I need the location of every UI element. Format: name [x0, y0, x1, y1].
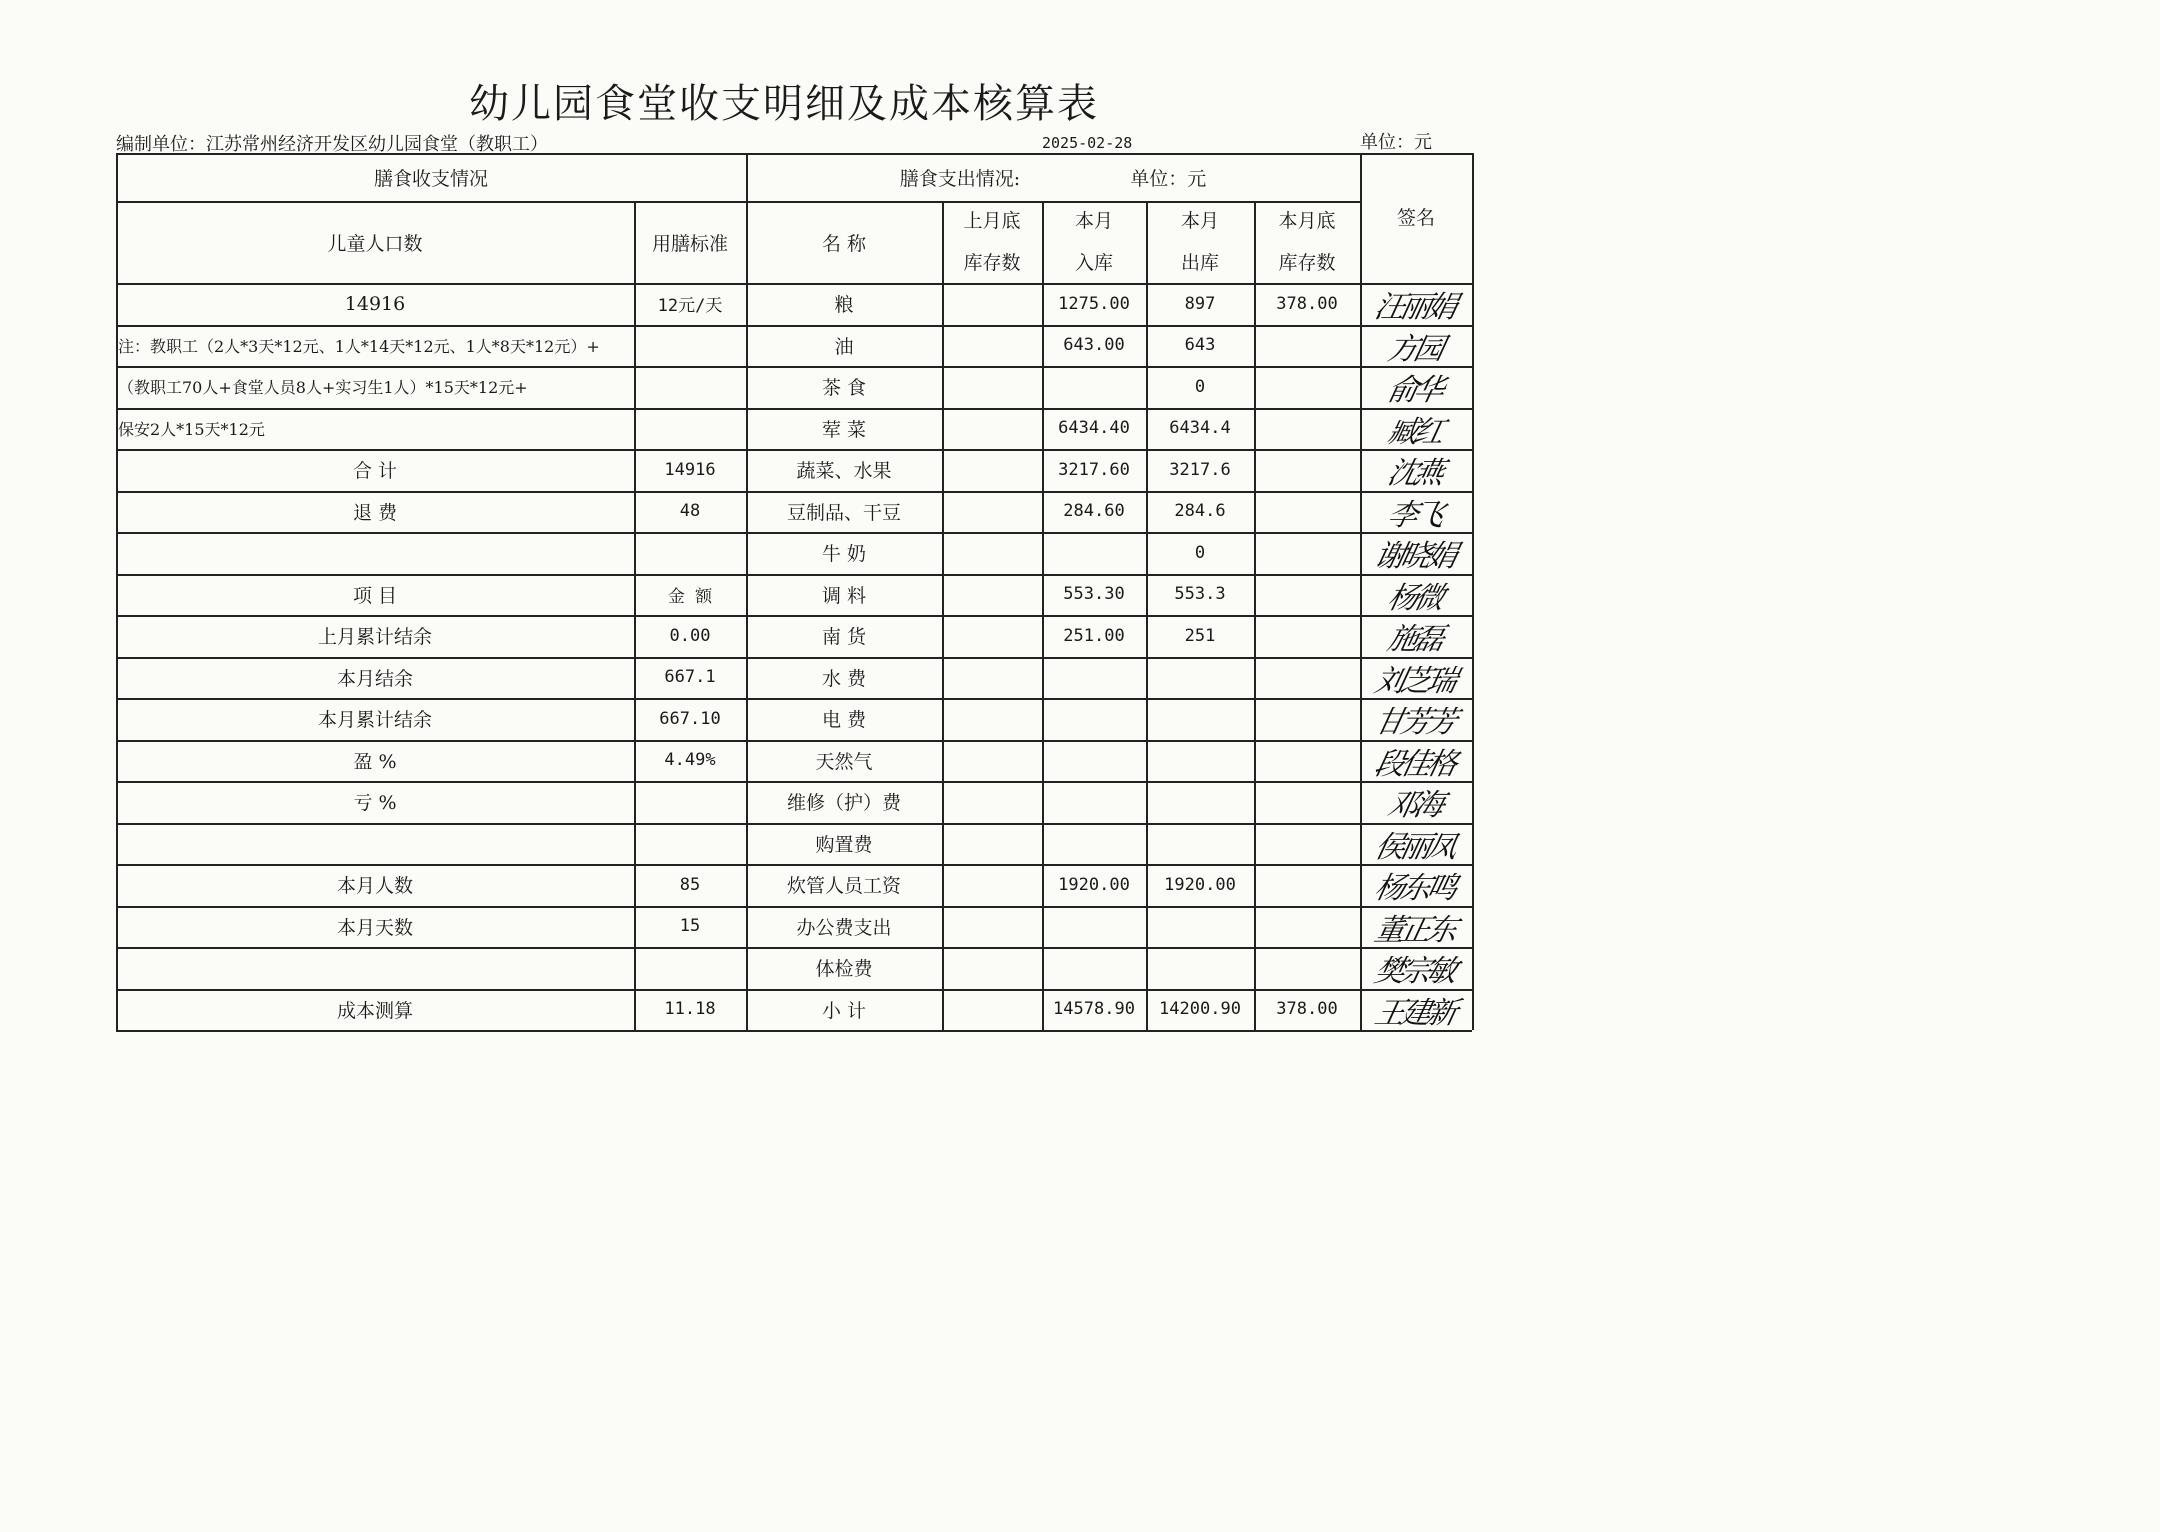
expense-prev-stock	[942, 615, 1042, 657]
expense-out-stock	[1146, 740, 1254, 782]
income-row-label: 亏 %	[353, 792, 397, 815]
expense-prev-stock	[942, 657, 1042, 699]
income-row-value	[634, 947, 746, 989]
expense-out-stock: 251	[1184, 625, 1216, 646]
expense-out-stock: 14200.90	[1159, 999, 1241, 1020]
expense-item-name: 电 费	[821, 709, 867, 732]
expense-item-name: 荤 菜	[821, 418, 867, 441]
income-row-label: （教职工70人+食堂人员8人+实习生1人）*15天*12元+	[118, 378, 528, 398]
expense-in-stock: 1920.00	[1058, 874, 1130, 895]
table-rule	[116, 906, 1472, 908]
income-row-value	[634, 366, 746, 408]
prev-stock-header	[942, 201, 1042, 283]
table-rule	[1146, 201, 1148, 1030]
expense-end-stock	[1254, 615, 1360, 657]
children-count-header: 儿童人口数	[327, 232, 423, 255]
expense-item-name: 体检费	[815, 958, 873, 981]
expense-item-name: 水 费	[821, 667, 867, 690]
expense-item-name: 天然气	[815, 750, 873, 773]
expense-in-stock	[1042, 947, 1146, 989]
expense-out-stock	[1146, 823, 1254, 865]
expense-out-stock	[1146, 698, 1254, 740]
income-row-label	[116, 947, 634, 989]
expense-out-stock: 284.6	[1174, 501, 1226, 522]
income-row-label: 14916	[344, 292, 406, 315]
end-stock-header-line2: 库存数	[1278, 252, 1336, 274]
expense-end-stock	[1254, 657, 1360, 699]
expense-prev-stock	[942, 574, 1042, 616]
prev-stock-header-line2: 库存数	[963, 252, 1021, 274]
income-row-value: 15	[679, 916, 701, 937]
table-rule	[116, 283, 1472, 285]
expense-prev-stock	[942, 408, 1042, 450]
table-rule	[1472, 153, 1474, 1030]
handwritten-signature: 王建新	[1371, 995, 1457, 1031]
table-rule	[116, 781, 1472, 783]
expense-prev-stock	[942, 989, 1042, 1031]
expense-out-stock	[1146, 781, 1254, 823]
handwritten-signature: 段佳格	[1371, 746, 1457, 782]
expense-in-stock	[1042, 781, 1146, 823]
expense-section-header	[746, 153, 1360, 201]
expense-in-stock: 553.30	[1063, 584, 1125, 605]
income-row-label: 本月天数	[336, 916, 413, 939]
expense-end-stock	[1254, 491, 1360, 533]
expense-in-stock: 6434.40	[1058, 418, 1130, 439]
table-rule	[634, 201, 636, 1030]
handwritten-signature: 谢晓娟	[1371, 538, 1457, 574]
in-stock-header-line1: 本月	[1074, 210, 1113, 232]
in-stock-header	[1042, 201, 1146, 283]
income-row-label	[116, 532, 634, 574]
expense-in-stock	[1042, 657, 1146, 699]
expense-end-stock	[1254, 781, 1360, 823]
handwritten-signature: 刘芝瑞	[1371, 663, 1457, 699]
income-row-label: 合 计	[352, 460, 398, 483]
expense-out-stock: 0	[1194, 376, 1206, 397]
income-row-value: 85	[679, 874, 701, 895]
expense-prev-stock	[942, 283, 1042, 325]
expense-in-stock: 251.00	[1063, 625, 1125, 646]
expense-item-name: 炊管人员工资	[786, 875, 901, 898]
income-row-label: 保安2人*15天*12元	[118, 419, 265, 439]
end-stock-header-line1: 本月底	[1278, 210, 1336, 232]
table-rule	[942, 201, 944, 1030]
table-rule	[116, 947, 1472, 949]
income-row-value	[634, 781, 746, 823]
table-rule	[116, 823, 1472, 825]
income-row-label: 盈 %	[353, 750, 397, 773]
expense-section-unit: 单位：元	[1130, 167, 1207, 190]
income-row-value: 金 额	[667, 586, 713, 607]
expense-out-stock	[1146, 657, 1254, 699]
table-rule	[116, 153, 118, 1030]
end-stock-header	[1254, 201, 1360, 283]
handwritten-signature: 樊宗敏	[1371, 953, 1457, 989]
expense-end-stock	[1254, 947, 1360, 989]
income-row-value: 11.18	[664, 999, 716, 1020]
table-rule	[116, 532, 1472, 534]
expense-end-stock: 378.00	[1276, 293, 1338, 314]
income-row-label: 注：教职工（2人*3天*12元、1人*14天*12元、1人*8天*12元）+	[118, 336, 600, 356]
income-row-label: 退 费	[352, 501, 398, 524]
table-rule	[1254, 201, 1256, 1030]
handwritten-signature: 汪丽娟	[1371, 289, 1457, 325]
compiling-unit: 编制单位：江苏常州经济开发区幼儿园食堂（教职工）	[116, 134, 548, 155]
income-row-value: 667.10	[659, 708, 721, 729]
expense-item-name: 办公费支出	[796, 916, 892, 939]
expense-out-stock	[1146, 947, 1254, 989]
expense-prev-stock	[942, 698, 1042, 740]
table-rule	[116, 698, 1472, 700]
table-rule	[116, 449, 1472, 451]
expense-end-stock	[1254, 740, 1360, 782]
expense-item-name: 维修（护）费	[786, 792, 901, 815]
table-rule	[116, 740, 1472, 742]
expense-in-stock	[1042, 906, 1146, 948]
expense-end-stock	[1254, 823, 1360, 865]
table-rule	[116, 989, 1472, 991]
expense-in-stock: 284.60	[1063, 501, 1125, 522]
handwritten-signature: 侯丽凤	[1371, 829, 1457, 865]
handwritten-signature: 方园	[1384, 331, 1444, 367]
income-row-label: 成本测算	[336, 999, 413, 1022]
expense-item-name: 茶 食	[821, 377, 867, 400]
expense-item-name: 蔬菜、水果	[796, 460, 892, 483]
table-rule	[116, 325, 1472, 327]
income-row-value	[634, 325, 746, 367]
prev-stock-header-line1: 上月底	[963, 210, 1021, 232]
expense-prev-stock	[942, 906, 1042, 948]
expense-out-stock: 3217.6	[1169, 459, 1231, 480]
expense-out-stock: 553.3	[1174, 584, 1226, 605]
income-row-label: 本月结余	[336, 667, 413, 690]
table-rule	[1360, 153, 1362, 1030]
handwritten-signature: 杨东鸣	[1371, 870, 1457, 906]
expense-item-name: 购置费	[815, 833, 873, 856]
table-rule	[116, 615, 1472, 617]
expense-end-stock: 378.00	[1276, 999, 1338, 1020]
handwritten-signature: 邓海	[1384, 787, 1444, 823]
handwritten-signature: 杨微	[1384, 580, 1444, 616]
out-stock-header-line2: 出库	[1180, 252, 1219, 274]
expense-end-stock	[1254, 532, 1360, 574]
expense-in-stock	[1042, 532, 1146, 574]
handwritten-signature: 李飞	[1384, 497, 1444, 533]
expense-out-stock: 897	[1184, 293, 1216, 314]
expense-out-stock: 0	[1194, 542, 1206, 563]
income-row-value: 667.1	[664, 667, 716, 688]
meal-standard-header: 用膳标准	[651, 232, 728, 255]
expense-item-name: 南 货	[821, 626, 867, 649]
expense-in-stock	[1042, 366, 1146, 408]
income-row-value: 48	[679, 501, 701, 522]
expense-in-stock	[1042, 698, 1146, 740]
expense-item-name: 小 计	[821, 999, 867, 1022]
expense-out-stock: 6434.4	[1169, 418, 1231, 439]
expense-end-stock	[1254, 325, 1360, 367]
report-date: 2025-02-28	[1042, 134, 1133, 152]
table-rule	[116, 366, 1472, 368]
income-row-value	[634, 532, 746, 574]
expense-item-name: 油	[834, 335, 854, 358]
expense-in-stock: 14578.90	[1053, 999, 1135, 1020]
expense-end-stock	[1254, 449, 1360, 491]
signature-header: 签名	[1396, 207, 1435, 229]
expense-item-name: 牛 奶	[821, 543, 867, 566]
expense-prev-stock	[942, 491, 1042, 533]
expense-section-label: 膳食支出情况:	[899, 167, 1021, 190]
handwritten-signature: 甘芳芳	[1371, 704, 1457, 740]
expense-item-name: 豆制品、干豆	[786, 501, 901, 524]
in-stock-header-line2: 入库	[1074, 252, 1113, 274]
expense-prev-stock	[942, 781, 1042, 823]
income-row-value: 0.00	[669, 625, 711, 646]
expense-end-stock	[1254, 408, 1360, 450]
table-rule	[116, 864, 1472, 866]
income-row-label: 本月累计结余	[317, 709, 432, 732]
expense-prev-stock	[942, 449, 1042, 491]
expense-prev-stock	[942, 864, 1042, 906]
out-stock-header	[1146, 201, 1254, 283]
handwritten-signature: 臧红	[1384, 414, 1444, 450]
expense-out-stock: 643	[1184, 335, 1216, 356]
expense-end-stock	[1254, 864, 1360, 906]
income-row-label: 上月累计结余	[317, 626, 432, 649]
expense-prev-stock	[942, 947, 1042, 989]
out-stock-header-line1: 本月	[1180, 210, 1219, 232]
expense-prev-stock	[942, 325, 1042, 367]
page-title: 幼儿园食堂收支明细及成本核算表	[469, 81, 1099, 127]
table-rule	[116, 153, 1472, 155]
expense-in-stock: 643.00	[1063, 335, 1125, 356]
expense-item-name: 调 料	[821, 584, 867, 607]
expense-prev-stock	[942, 823, 1042, 865]
expense-out-stock	[1146, 906, 1254, 948]
table-rule	[116, 574, 1472, 576]
expense-end-stock	[1254, 366, 1360, 408]
expense-end-stock	[1254, 698, 1360, 740]
table-rule	[116, 491, 1472, 493]
table-rule	[1042, 201, 1044, 1030]
income-section-header: 膳食收支情况	[373, 167, 488, 190]
table-rule	[116, 408, 1472, 410]
expense-in-stock	[1042, 823, 1146, 865]
expense-end-stock	[1254, 574, 1360, 616]
item-name-header: 名 称	[821, 232, 867, 255]
cost-accounting-table	[116, 153, 1472, 1030]
expense-in-stock: 3217.60	[1058, 459, 1130, 480]
handwritten-signature: 沈燕	[1384, 455, 1444, 491]
table-rule	[116, 201, 1360, 203]
income-row-value	[634, 823, 746, 865]
handwritten-signature: 俞华	[1384, 372, 1444, 408]
expense-end-stock	[1254, 906, 1360, 948]
handwritten-signature: 施磊	[1384, 621, 1444, 657]
expense-in-stock	[1042, 740, 1146, 782]
income-row-value: 4.49%	[664, 750, 716, 771]
expense-out-stock: 1920.00	[1164, 874, 1236, 895]
income-row-label: 本月人数	[336, 875, 413, 898]
expense-prev-stock	[942, 740, 1042, 782]
expense-prev-stock	[942, 532, 1042, 574]
expense-item-name: 粮	[834, 294, 854, 317]
table-rule	[116, 1030, 1472, 1032]
expense-in-stock: 1275.00	[1058, 293, 1130, 314]
currency-unit: 单位：元	[1360, 132, 1432, 153]
expense-prev-stock	[942, 366, 1042, 408]
table-rule	[116, 657, 1472, 659]
income-row-value: 14916	[664, 459, 716, 480]
handwritten-signature: 董正东	[1371, 912, 1457, 948]
income-row-value: 12元/天	[657, 296, 723, 317]
income-row-label: 项 目	[352, 584, 398, 607]
table-rule	[746, 153, 748, 1030]
income-row-label	[116, 823, 634, 865]
income-row-value	[634, 408, 746, 450]
